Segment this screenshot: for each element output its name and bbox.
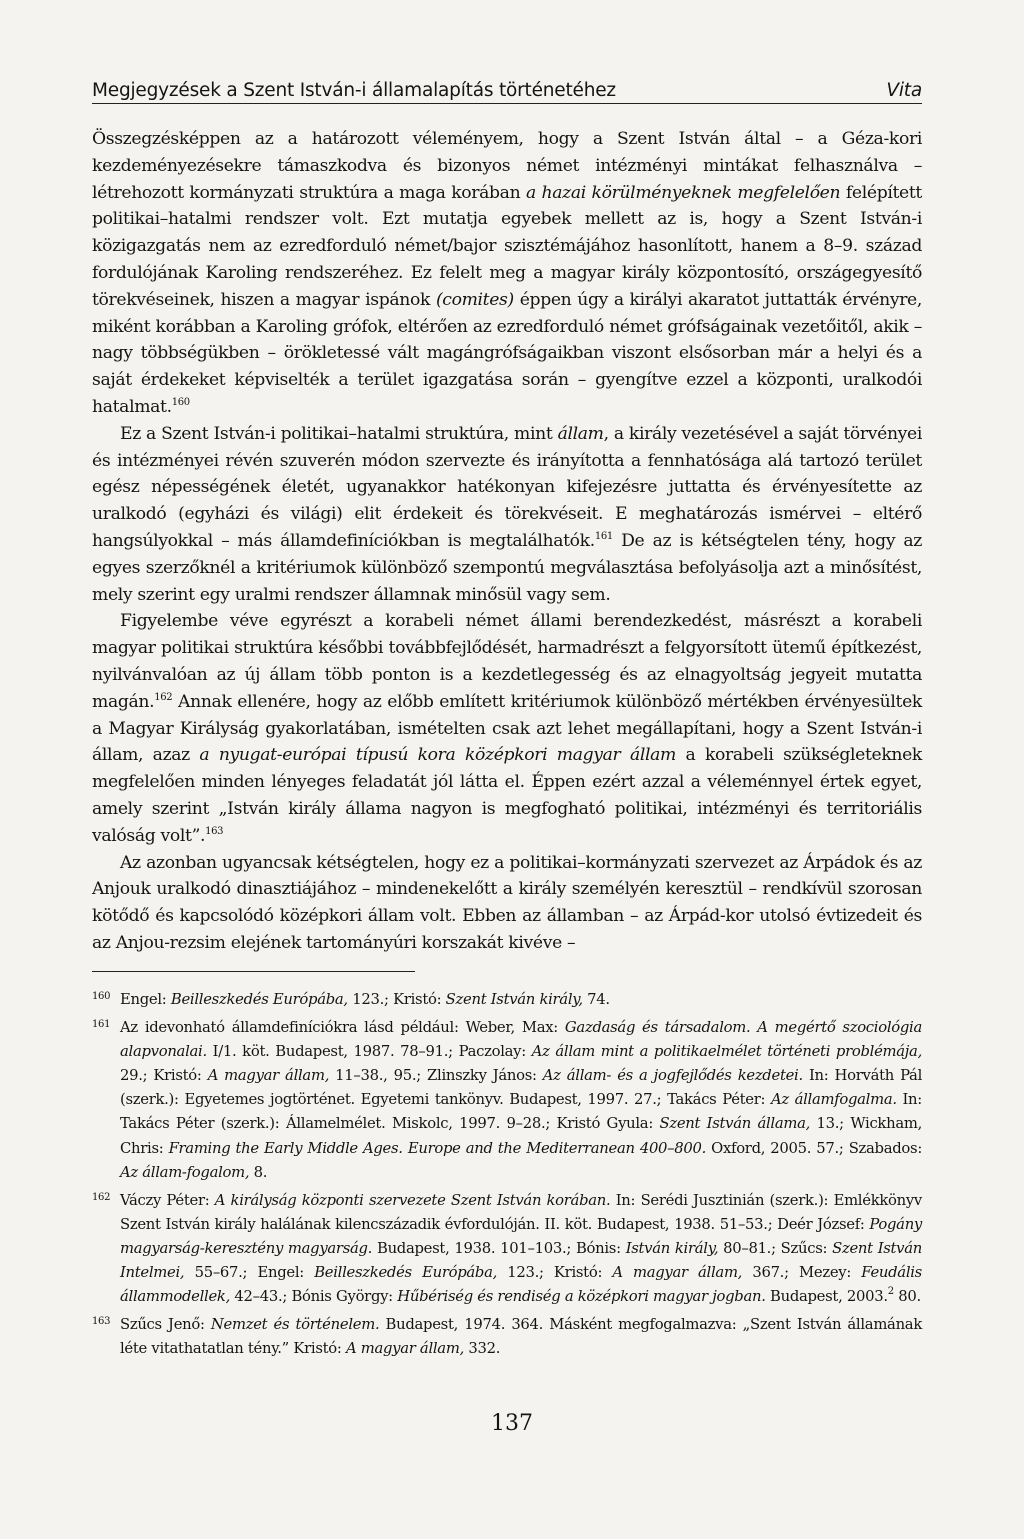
running-title: Megjegyzések a Szent István-i államalapítás történetéhez (92, 80, 616, 101)
text-run: a korabeli szükségleteknek megfelelően minden lényeges feladatát jól látta el. Éppen ezért azzal a véleménnyel értek egyet, amely szerint „István király állama nagyon is megfogható politikai, intézményi és territoriális valóság volt”. (92, 745, 922, 846)
text-run: Összegzésképpen az a határozott véleményem, hogy a Szent István által – a Géza-kori kezdeményezésekre támaszkodva és bizonyos német intézményi mintákat felhasználva – létrehozott kormányzati struktúra a maga korában (92, 129, 922, 203)
footnote (92, 988, 922, 1012)
footnote-number: 161 (92, 1019, 111, 1031)
emphasis: állam (557, 423, 604, 444)
text-run: felépített politikai–hatalmi rendszer volt. Ezt mutatja egyebek mellett az is, hogy a Szent István-i közigazgatás nem az ezredforduló német/bajor szisztémájához hasonlított, hanem a 8–9. század fordulójának Karoling rendszeréhez. Ez felelt meg a magyar király központosító, országegyesítő törekvéseinek, hiszen a magyar ispánok (92, 182, 922, 310)
emphasis: (comites) (435, 289, 514, 310)
text-run: De az is kétségtelen tény, hogy az egyes szerzőknél a kritériumok különböző szempontú megválasztása befolyásolja azt a minősítést, mely szerint egy uralmi rendszer államnak minősül vagy sem. (92, 530, 923, 605)
text-run: éppen úgy a királyi akaratot juttatták érvényre, miként korábban a Karoling grófok, eltérően az ezredforduló német grófságainak vezetőitől, akik – nagy többségükben – örökletessé vált magángrófságaikban viszont elsősorban már a helyi és a saját érdekeket képviselték a terület igazgatása során – gyengítve ezzel a központi, uralkodói hatalmat. (92, 289, 922, 417)
paragraph (92, 126, 922, 421)
footnote-text: Váczy Péter: A királyság központi szervezete Szent István korában. In: Serédi Jusztinián (szerk.): Emlékkönyv Szent István király halálának kilencszázadik évfordulóján. II. köt. Budapest, 1938. 51–53.; Deér József: Pogány magyarság-keresztény magyarság. Budapest, 1938. 101–103.; Bónis: István király, 80–81.; Szűcs: Szent István Intelmei, 55–67.; Engel: Beilleszkedés Európába, 123.; Kristó: A magyar állam, 367.; Mezey: Feudális állammodellek, 42–43.; Bónis György: Hűbériség és rendiség a középkori magyar jogban. Budapest, 2003.$^2$ 80. (120, 1191, 922, 1306)
footnote (92, 1313, 922, 1361)
footnote-text: Szűcs Jenő: Nemzet és történelem. Budapest, 1974. 364. Másként megfogalmazva: „Szent István államának léte vitathatatlan tény.” Kristó: A magyar állam, 332. (120, 1316, 922, 1358)
footnote-text: Engel: Beilleszkedés Európába, 123.; Kristó: Szent István király, 74. (120, 991, 610, 1008)
text-run: Az azonban ugyancsak kétségtelen, hogy ez a politikai–kormányzati szervezet az Árpádok és az Anjouk uralkodó dinasztiájához – mindenekelőtt a király személyén keresztül – rendkívül szorosan kötődő és kapcsolódó középkori állam volt. Ebben az államban – az Árpád-kor utolsó évtizedeit és az Anjou-rezsim elejének tartományúri korszakát kivéve – (92, 852, 922, 953)
footnote-ref: 162 (154, 691, 173, 703)
footnotes (92, 988, 922, 1365)
emphasis: a hazai körülményeknek megfelelően (525, 182, 841, 203)
footnote-number: 160 (92, 991, 111, 1002)
footnote-ref: 160 (171, 396, 190, 408)
running-header (92, 80, 922, 104)
footnote-number: 162 (92, 1191, 111, 1203)
paragraph (92, 421, 922, 609)
page-number: 137 (491, 1411, 533, 1436)
emphasis: a nyugat-európai típusú kora középkori magyar állam (199, 745, 676, 766)
footnote (92, 1016, 922, 1185)
paragraph (92, 850, 922, 957)
text-run: , a király vezetésével a saját törvényei és intézményei révén szuverén módon szervezte és irányította a fennhatósága alá tartozó terület egész népességének életét, ugyanakkor hatékonyan kifejezésre juttatta és érvényesítette az uralkodó (egyházi és világi) elit érdekeit és törekvéseit. E meghatározás ismérvei – eltérő hangsúlyokkal – más államdefiníciókban is megtalálhatók. (92, 423, 922, 551)
footnote-number: 163 (92, 1316, 111, 1328)
text-run: Ez a Szent István-i politikai–hatalmi struktúra, mint (120, 423, 558, 444)
main-text (92, 126, 922, 957)
footnote (92, 1189, 922, 1309)
paragraph (92, 608, 922, 849)
section-label: Vita (886, 80, 922, 101)
text-run: Figyelembe véve egyrészt a korabeli német állami berendezkedést, másrészt a korabeli magyar politikai struktúra későbbi továbbfejlődését, harmadrészt a felgyorsított ütemű építkezést, nyilvánvalóan az új állam több ponton is a kezdetlegesség és az elnagyoltság jegyeit mutatta magán. (92, 611, 922, 712)
text-run: Annak ellenére, hogy az előbb említett kritériumok különböző mértékben érvényesültek a Magyar Királyság gyakorlatában, ismételten csak azt lehet megállapítani, hogy a Szent István-i állam, azaz (92, 691, 922, 766)
footnote-ref: 161 (594, 530, 613, 542)
footnote-text: Az idevonható államdefiníciókra lásd például: Weber, Max: Gazdaság és társadalom. A megértő szociológia alapvonalai. I/1. köt. Budapest, 1987. 78–91.; Paczolay: Az állam mint a politikaelmélet történeti problémája, 29.; Kristó: A magyar állam, 11–38., 95.; Zlinszky János: Az állam- és a jogfejlődés kezdetei. In: Horváth Pál (szerk.): Egyetemes jogtörténet. Egyetemi tankönyv. Budapest, 1997. 27.; Takács Péter: Az államfogalma. In: Takács Péter (szerk.): Államelmélet. Miskolc, 1997. 9–28.; Kristó Gyula: Szent István állama, 13.; Wickham, Chris: Framing the Early Middle Ages. Europe and the Mediterranean 400–800. Oxford, 2005. 57.; Szabados: Az állam-fogalom, 8. (120, 1019, 923, 1181)
footnote-ref: 163 (205, 825, 224, 837)
footnote-separator (92, 971, 415, 972)
